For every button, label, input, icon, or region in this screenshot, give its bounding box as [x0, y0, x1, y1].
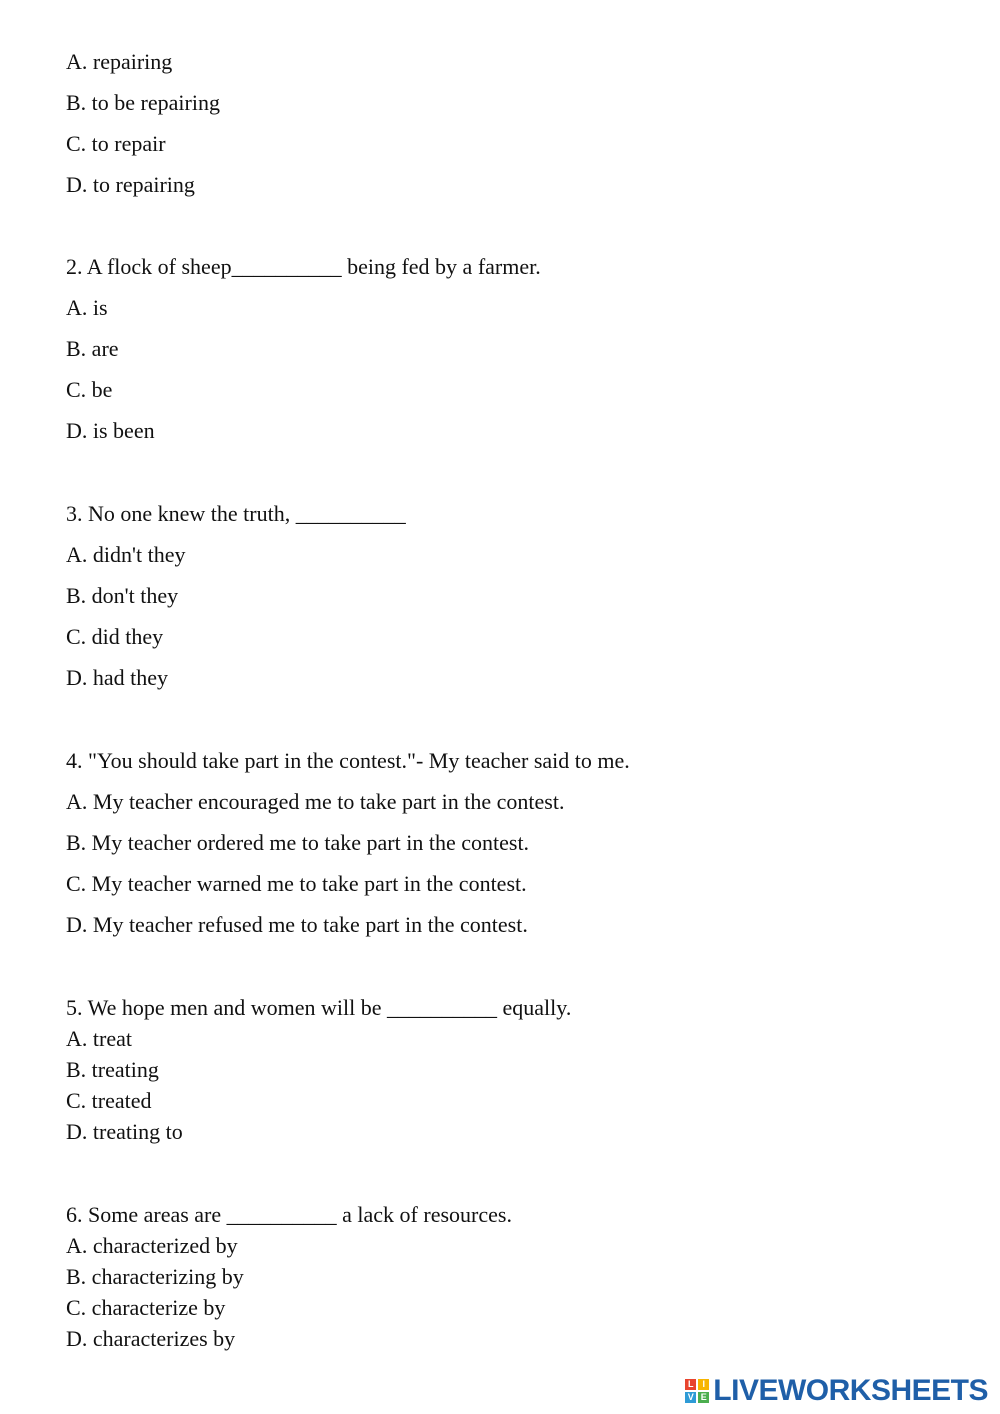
- logo-tile-i: I: [698, 1379, 709, 1390]
- option-5b: B. treating: [66, 1057, 159, 1082]
- option-1b: B. to be repairing: [66, 90, 220, 115]
- option-5c: C. treated: [66, 1088, 152, 1113]
- option-2c: C. be: [66, 377, 113, 402]
- brand-name: LIVEWORKSHEETS: [713, 1374, 988, 1407]
- question-4-stem: 4. "You should take part in the contest."- My teacher said to me.: [66, 748, 630, 773]
- option-6d: D. characterizes by: [66, 1326, 236, 1351]
- logo-tile-l: L: [685, 1379, 696, 1390]
- option-1d: D. to repairing: [66, 172, 195, 197]
- question-5-stem: 5. We hope men and women will be __________ equally.: [66, 995, 572, 1020]
- option-6a: A. characterized by: [66, 1233, 238, 1258]
- option-4a: A. My teacher encouraged me to take part in the contest.: [66, 789, 565, 814]
- question-2-stem: 2. A flock of sheep__________ being fed by a farmer.: [66, 254, 541, 279]
- option-3b: B. don't they: [66, 583, 179, 608]
- option-3d: D. had they: [66, 665, 169, 690]
- option-3a: A. didn't they: [66, 542, 186, 567]
- option-4c: C. My teacher warned me to take part in the contest.: [66, 871, 527, 896]
- option-4b: B. My teacher ordered me to take part in the contest.: [66, 830, 530, 855]
- option-2d: D. is been: [66, 418, 155, 443]
- option-1a: A. repairing: [66, 49, 173, 74]
- option-6c: C. characterize by: [66, 1295, 226, 1320]
- option-5a: A. treat: [66, 1026, 132, 1051]
- logo-tile-v: V: [685, 1392, 696, 1403]
- liveworksheets-logo-icon: [685, 1379, 709, 1403]
- liveworksheets-brand: [685, 1374, 988, 1408]
- logo-tile-e: E: [698, 1392, 709, 1403]
- question-6-stem: 6. Some areas are __________ a lack of resources.: [66, 1202, 512, 1227]
- option-6b: B. characterizing by: [66, 1264, 244, 1289]
- option-2a: A. is: [66, 295, 108, 320]
- question-3-stem: 3. No one knew the truth, __________: [66, 501, 406, 526]
- option-2b: B. are: [66, 336, 119, 361]
- option-3c: C. did they: [66, 624, 164, 649]
- option-4d: D. My teacher refused me to take part in the contest.: [66, 912, 528, 937]
- option-5d: D. treating to: [66, 1119, 183, 1144]
- option-1c: C. to repair: [66, 131, 166, 156]
